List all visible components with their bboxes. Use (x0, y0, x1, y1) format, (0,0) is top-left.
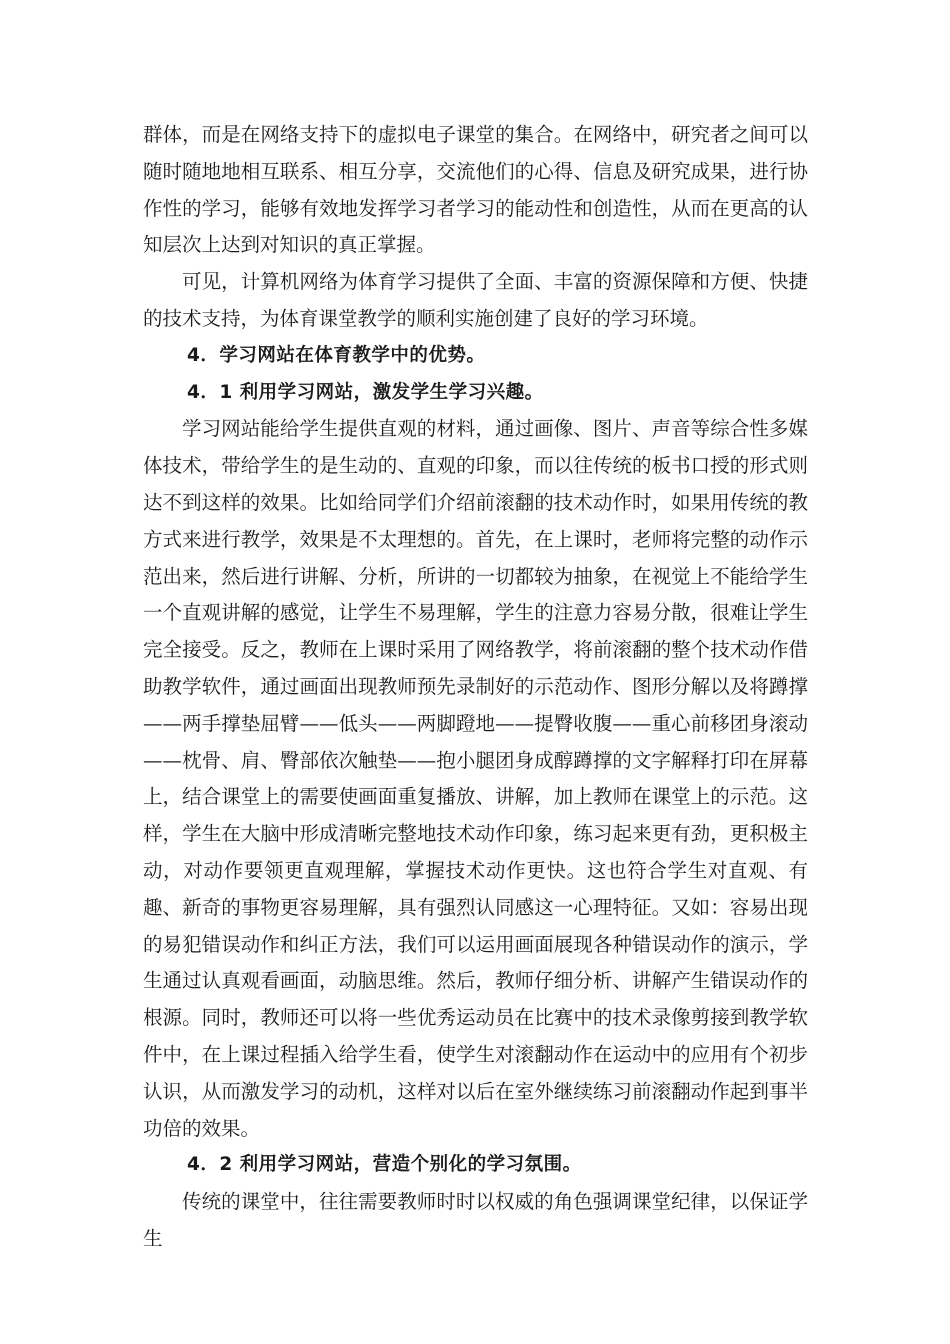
document-body (143, 117, 808, 1258)
paragraph-learning-website-benefits: 学习网站能给学生提供直观的材料，通过画像、图片、声音等综合性多媒体技术，带给学生的是生动的、直观的印象，而以往传统的板书口授的形式则达不到这样的效果。比如给同学们介绍前滚翻的技术动作时，如果用传统的教方式来进行教学，效果是不太理想的。首先，在上课时，老师将完整的动作示范出来，然后进行讲解、分析，所讲的一切都较为抽象，在视觉上不能给学生一个直观讲解的感觉，让学生不易理解，学生的注意力容易分散，很难让学生完全接受。反之，教师在上课时采用了网络教学，将前滚翻的整个技术动作借助教学软件，通过画面出现教师预先录制好的示范动作、图形分解以及将蹲撑——两手撑垫屈臂——低头——两脚蹬地——提臀收腹——重心前移团身滚动——枕骨、肩、臀部依次触垫——抱小腿团身成醇蹲撑的文字解释打印在屏幕上，结合课堂上的需要使画面重复播放、讲解，加上教师在课堂上的示范。这样，学生在大脑中形成清晰完整地技术动作印象，练习起来更有劲，更积极主动，对动作要领更直观理解，掌握技术动作更快。这也符合学生对直观、有趣、新奇的事物更容易理解，具有强烈认同感这一心理特征。又如：容易出现的易犯错误动作和纠正方法，我们可以运用画面展现各种错误动作的演示，学生通过认真观看画面，动脑思维。然后，教师仔细分析、讲解产生错误动作的根源。同时，教师还可以将一些优秀运动员在比赛中的技术录像剪接到教学软件中，在上课过程插入给学生看，使学生对滚翻动作在运动中的应用有个初步认识，从而激发学习的动机，这样对以后在室外继续练习前滚翻动作起到事半功倍的效果。 (143, 417, 808, 1140)
paragraph-traditional-classroom: 传统的课堂中，往往需要教师时时以权威的角色强调课堂纪律，以保证学生 (143, 1190, 808, 1250)
paragraph-network-classroom: 群体，而是在网络支持下的虚拟电子课堂的集合。在网络中，研究者之间可以随时随地地相互联系、相互分享，交流他们的心得、信息及研究成果，进行协作性的学习，能够有效地发挥学习者学习的能动性和创造性，从而在更高的认知层次上达到对知识的真正掌握。 (143, 123, 808, 257)
subsection-heading-4-1: 4．1 利用学习网站，激发学生学习兴趣。 (187, 381, 544, 403)
section-heading-4: 4．学习网站在体育教学中的优势。 (187, 344, 486, 366)
subsection-heading-4-2: 4．2 利用学习网站，营造个别化的学习氛围。 (187, 1154, 582, 1176)
paragraph-conclusion: 可见，计算机网络为体育学习提供了全面、丰富的资源保障和方便、快捷的技术支持，为体育课堂教学的顺利实施创建了良好的学习环境。 (143, 270, 808, 330)
